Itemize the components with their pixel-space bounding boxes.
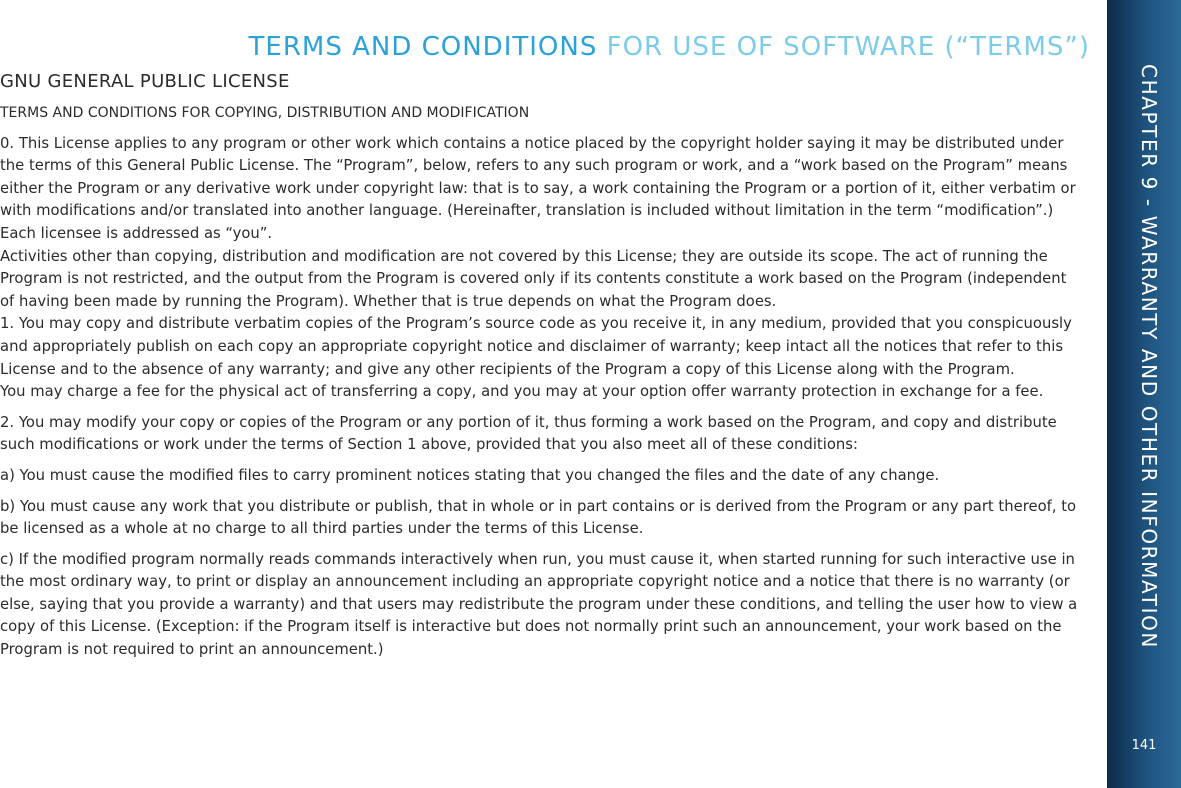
page-title-primary: TERMS AND CONDITIONS xyxy=(248,32,598,62)
page-number: 141 xyxy=(1131,738,1157,753)
paragraph-fee: You may charge a fee for the physical act of transferring a copy, and you may at your option offer warranty protection in exchange for a fee. xyxy=(0,383,1044,401)
paragraph-1: 1. You may copy and distribute verbatim copies of the Program’s source code as you receive it, in any medium, provided that you conspicuously and appropriately publish on each copy an appropriate copyright notice and disclaimer of warranty; keep intact all the notices that refer to this License and to the absence of any warranty; and give any other recipients of the Program a copy of this License along with the Program. xyxy=(0,315,1072,378)
page-title-secondary: FOR USE OF SOFTWARE (“TERMS”) xyxy=(606,32,1090,62)
chapter-sidebar xyxy=(1107,0,1181,788)
document-body xyxy=(0,70,1085,662)
paragraph-2b: b) You must cause any work that you distribute or publish, that in whole or in part contains or is derived from the Program or any part thereof, to be licensed as a whole at no charge to all third parties under the terms of this License. xyxy=(0,497,1077,538)
chapter-label: CHAPTER 9 - WARRANTY AND OTHER INFORMATION xyxy=(1137,64,1161,649)
paragraph-0: 0. This License applies to any program or other work which contains a notice placed by the copyright holder saying it may be distributed under the terms of this General Public License. The “Program”, below, refers to any such program or work, and a “work based on the Program” means either the Program or any derivative work under copyright law: that is to say, a work containing the Program or a portion of it, either verbatim or with modifications and/or translated into another language. (Hereinafter, translation is included without limitation in the term “modification”.) Each licensee is addressed as “you”. xyxy=(0,134,1076,242)
paragraph-2: 2. You may modify your copy or copies of the Program or any portion of it, thus forming a work based on the Program, and copy and distribute such modifications or work under the terms of Section 1 above, provided that you also meet all of these conditions: xyxy=(0,413,1057,454)
paragraph-2c: c) If the modified program normally reads commands interactively when run, you must cause it, when started running for such interactive use in the most ordinary way, to print or display an announcement including an appropriate copyright notice and a notice that there is no warranty (or else, saying that you provide a warranty) and that users may redistribute the program under these conditions, and telling the user how to view a copy of this License. (Exception: if the Program itself is interactive but does not normally print such an announcement, your work based on the Program is not required to print an announcement.) xyxy=(0,550,1078,659)
paragraph-activities: Activities other than copying, distribution and modification are not covered by this License; they are outside its scope. The act of running the Program is not restricted, and the output from the Program is covered only if its contents constitute a work based on the Program (independent of having been made by running the Program). Whether that is true depends on what the Program does. xyxy=(0,247,1067,310)
paragraph-2a: a) You must cause the modified files to carry prominent notices stating that you changed the files and the date of any change. xyxy=(0,466,940,484)
section-heading: TERMS AND CONDITIONS FOR COPYING, DISTRIBUTION AND MODIFICATION xyxy=(0,105,530,121)
page-title xyxy=(0,32,1090,62)
license-heading: GNU GENERAL PUBLIC LICENSE xyxy=(0,71,290,92)
